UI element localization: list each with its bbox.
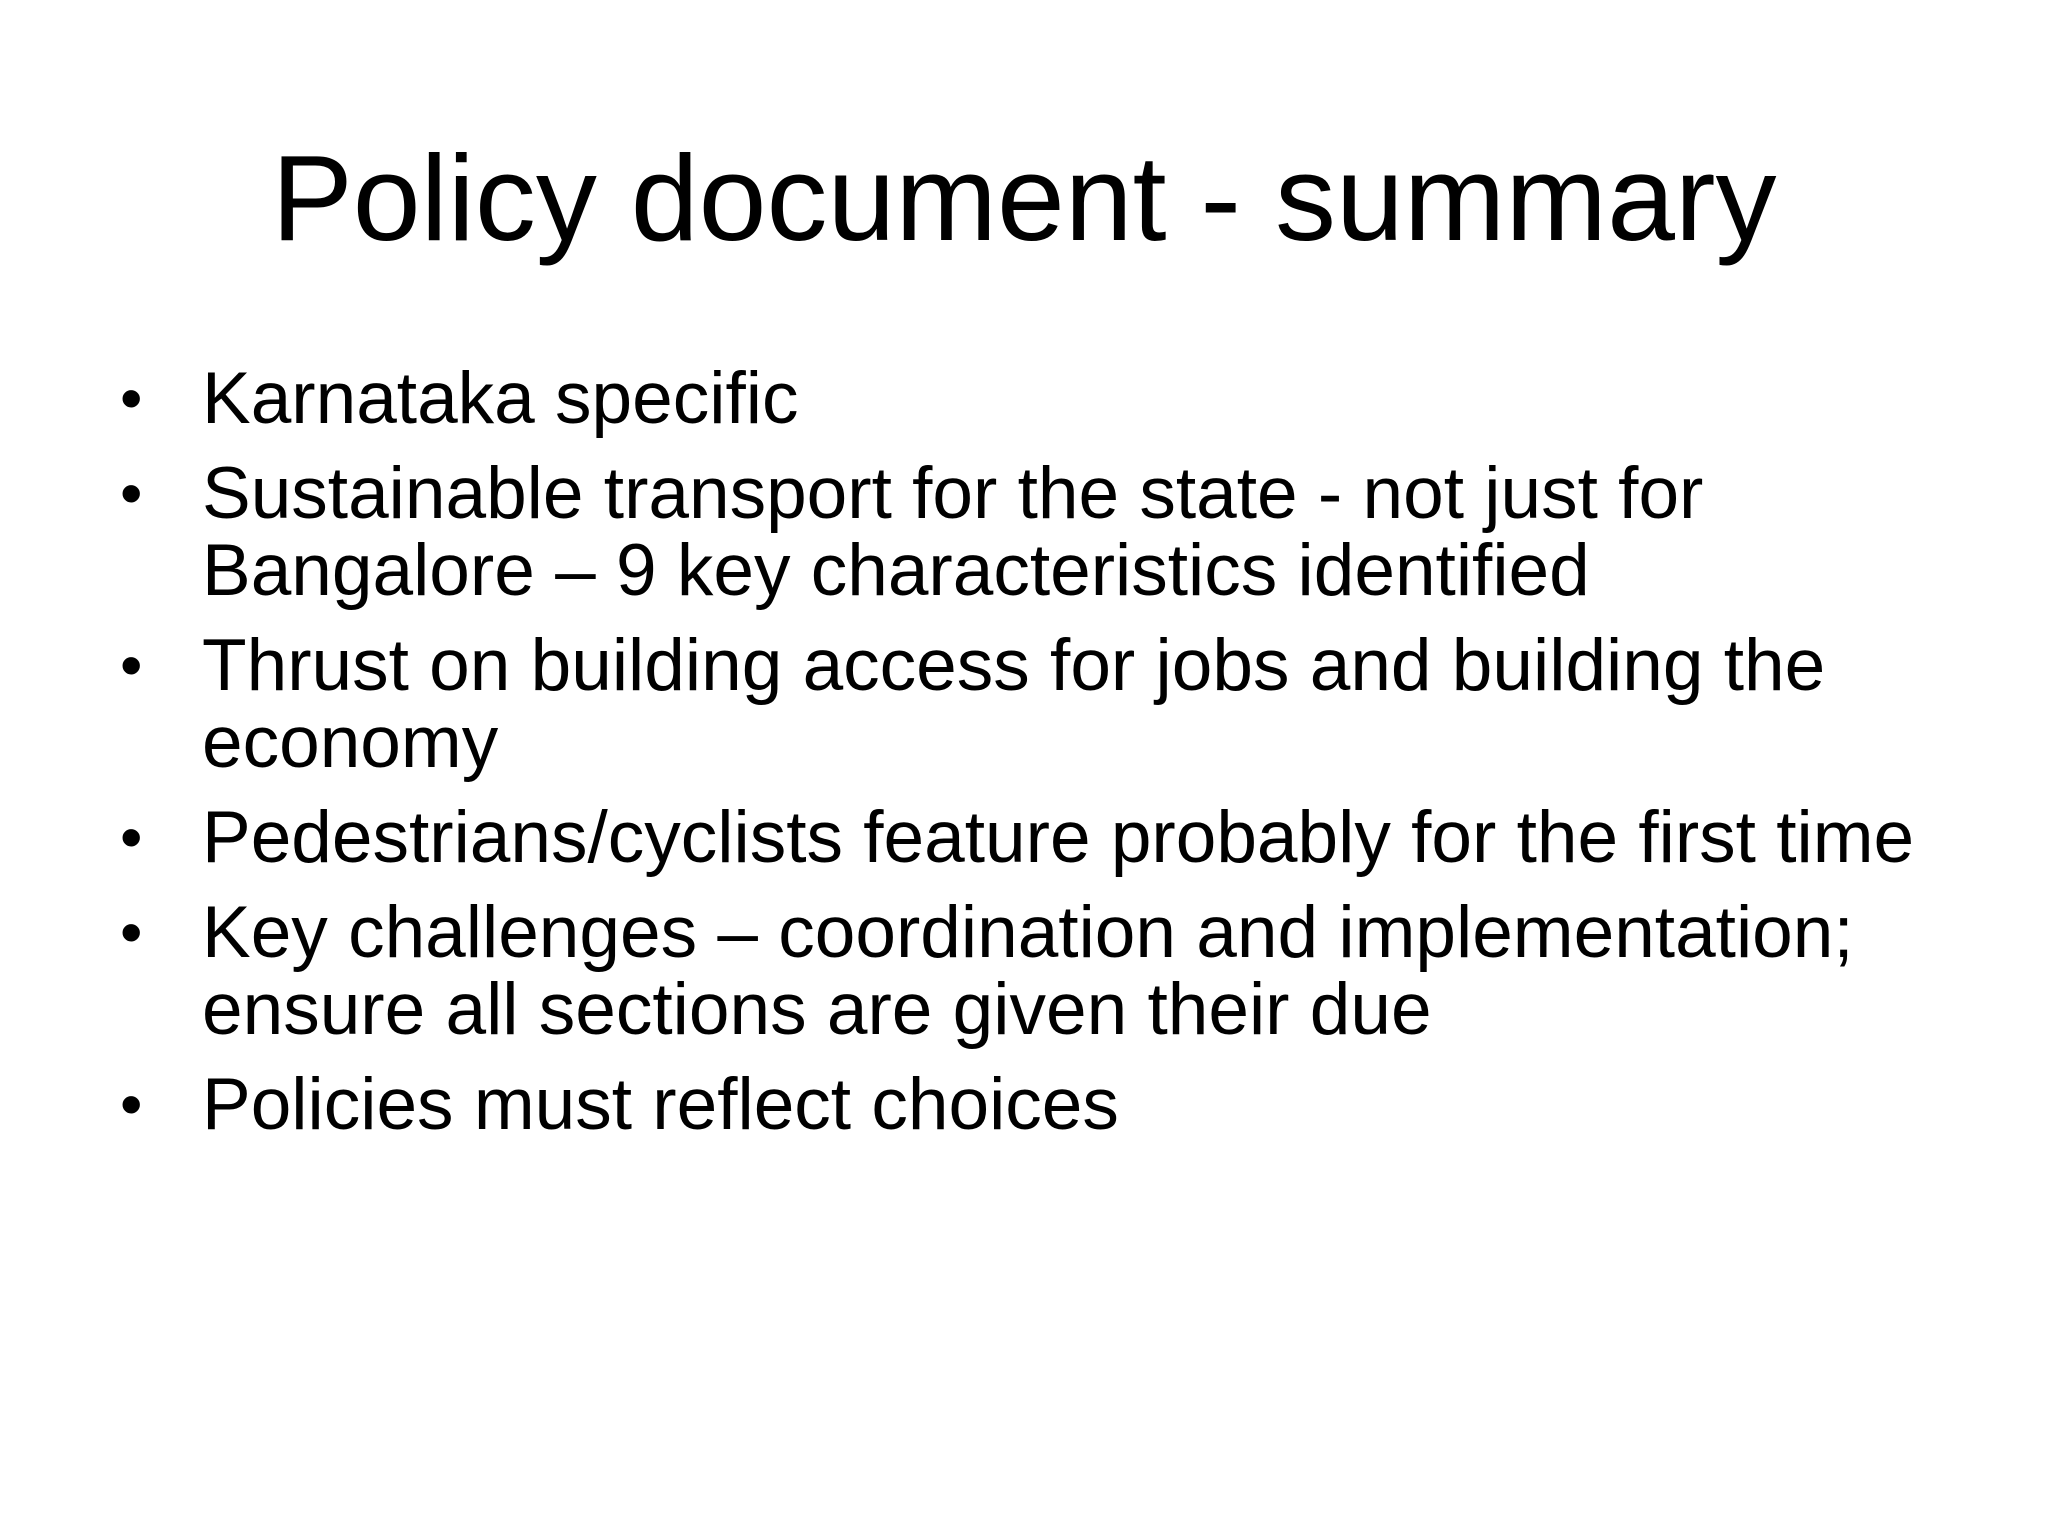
bullet-point-icon: •: [120, 362, 143, 434]
bullet-text: Karnataka specific: [202, 358, 799, 439]
bullet-text: Sustainable transport for the state - not just for Bangalore – 9 key characteristics identified: [202, 453, 1704, 611]
bullet-item: [120, 1066, 1940, 1143]
bullet-text: Policies must reflect choices: [202, 1064, 1119, 1145]
bullet-item: [120, 799, 1940, 876]
bullet-point-icon: •: [120, 801, 143, 873]
bullet-text: Key challenges – coordination and implementation; ensure all sections are given their due: [202, 892, 1854, 1050]
bullet-item: [120, 360, 1940, 437]
bullet-item: [120, 894, 1940, 1048]
bullet-text: Thrust on building access for jobs and building the economy: [202, 625, 1826, 783]
bullet-point-icon: •: [120, 1068, 143, 1140]
bullet-point-icon: •: [120, 896, 143, 968]
bullet-text: Pedestrians/cyclists feature probably for the first time: [202, 797, 1915, 878]
slide-title: Policy document - summary: [271, 130, 1777, 266]
bullet-item: [120, 627, 1940, 781]
bullet-point-icon: •: [120, 457, 143, 529]
bullet-item: [120, 455, 1940, 609]
bullet-list: [120, 360, 1940, 1161]
bullet-point-icon: •: [120, 629, 143, 701]
